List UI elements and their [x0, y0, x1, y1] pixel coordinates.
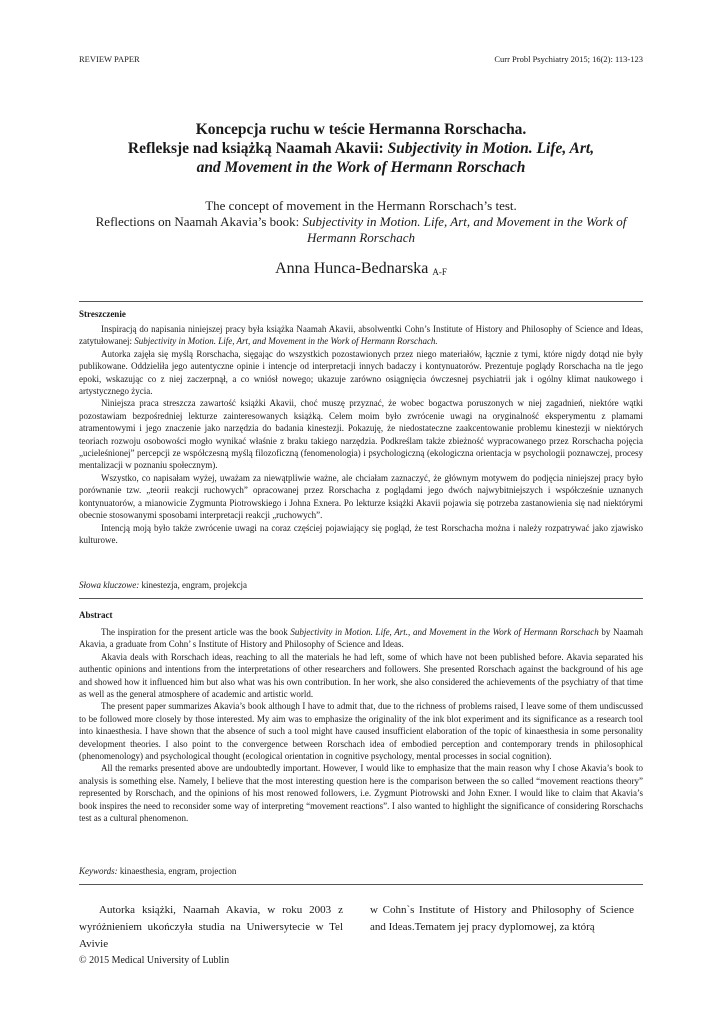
divider-bottom: [79, 884, 643, 885]
title-polish: [79, 120, 643, 177]
body-column-left: [79, 902, 343, 953]
keywords-pl-value: kinestezja, engram, projekcja: [139, 580, 247, 590]
title-pl-line2-prefix: Refleksje nad książką Naamah Akavii:: [127, 140, 388, 157]
abstract-p1-book-title: Subjectivity in Motion. Life, Art., and Movement in the Work of Hermann Rorschach: [290, 627, 599, 637]
title-en-line2: [79, 214, 643, 230]
author-line: [79, 260, 643, 278]
column-right-text: w Cohn`s Institute of History and Philosophy of Science and Ideas.Tematem jej pracy dyplomowej, za którą: [370, 904, 634, 933]
title-en-line1: The concept of movement in the Hermann Rorschach’s test.: [205, 198, 517, 213]
streszczenie-paragraph: Autorka zajęła się myślą Rorschacha, sięgając do wszystkich pozostawionych przez niego materiałów, łącznie z tymi, które nigdy dotąd nie były publikowane. Oddzieliła jego autentyczne opinie i intencje od interpretacji innych badaczy i kontynuatorów. Prezentuje poglądy Rorschacha na tle jego epoki, wskazując co z niej zaczerpnął, a co wniósł nowego; ukazuje zarówno osiągnięcia ówczesnej psychiatrii jak i ogólny klimat naukowego i artystycznego życia.: [79, 348, 643, 397]
abstract-paragraph: The present paper summarizes Akavia’s book although I have to admit that, due to the richness of problems raised, I leave some of them undiscussed to be followed more closely by those interested. My aim was to emphasize the originality of the ink blot experiment and its significance as a research tool into kinaesthesia. I have shown that the absence of such a tool might have caused insufficient elaboration of the topic of kinaesthesia in some personality development theories. I also point to the convergence between Rorschach idea of embodied perception and contemporary trends in philosophical (phenomenology) and psychological thought (ecological orientation in cognitive psychology, mental processes in social cognition).: [79, 701, 643, 762]
title-pl-line1: Koncepcja ruchu w teście Hermanna Rorschacha.: [195, 121, 527, 138]
title-pl-line2-italic: Subjectivity in Motion. Life, Art,: [387, 140, 595, 157]
journal-citation: Curr Probl Psychiatry 2015; 16(2): 113-123: [494, 54, 643, 64]
divider-top: [79, 301, 643, 302]
body-column-right: [370, 902, 634, 936]
author-contribution: A-F: [432, 267, 447, 277]
column-left-text: Autorka książki, Naamah Akavia, w roku 2003 z wyróżnieniem ukończyła studia na Uniwersytecie w Tel Avivie: [79, 904, 343, 950]
title-pl-line3-italic: and Movement in the Work of Hermann Rorschach: [196, 159, 526, 176]
abstract-paragraph: Akavia deals with Rorschach ideas, reaching to all the materials he had left, some of which have not been published before. Akavia separated his authentic opinions and intentions from the interpretations of other researchers and followers. She presented Rorschach against the background of his age and showed how it influenced him but also what was his own contribution. In her work, she also considered the achievements of the psychiatry of that time as well as the general atmosphere of academic and artistic world.: [79, 651, 643, 700]
title-en-line3-italic: Hermann Rorschach: [307, 230, 415, 245]
streszczenie-heading: Streszczenie: [79, 309, 126, 319]
abstract-p1-text: The inspiration for the present article was the book: [101, 627, 291, 637]
streszczenie-p1-text: Inspiracją do napisania niniejszej pracy była książka Naamah Akavii, absolwentki Cohn’s Institute of History and Philosophy of Science and Ideas, zatytułowanej:: [79, 324, 643, 347]
title-pl-line2: [79, 139, 643, 158]
title-en-line2-prefix: Reflections on Naamah Akavia’s book:: [95, 214, 303, 229]
keywords-en-value: kinaesthesia, engram, projection: [117, 866, 237, 876]
streszczenie-paragraph: Intencją moją było także zwrócenie uwagi na coraz częściej pojawiający się pogląd, że test Rorschacha można i należy rozpatrywać jako zjawisko kulturowe.: [79, 522, 643, 545]
title-pl-line3: [79, 158, 643, 177]
title-english: [79, 198, 643, 246]
author-name: Anna Hunca-Bednarska: [275, 260, 429, 277]
abstract-paragraph: All the remarks presented above are undoubtedly important. However, I would like to emphasize that the main reason why I chose Akavia’s book to analysis is something else. Namely, I believe that the most interesting question here is the comparison between the so called “movement reactions theory” represented by Rorschach, and the opinions of his most renowed followers, i.e. Zygmunt Piotrowski and John Exner. I would like to claim that Akavia’s book inspires the need to reconsider some way of interpreting “movement reactions”. I also wanted to highlight the significance of considering Rorschachs test as a cultural phenomenon.: [79, 763, 643, 824]
streszczenie-paragraph: Wszystko, co napisałam wyżej, uważam za niewątpliwie ważne, ale chciałam zaznaczyć, że głównym motywem do podjęcia niniejszej pracy było porównanie tzw. „teorii reakcji ruchowych” opracowanej przez Rorschacha z poglądami jego dwóch najwybitniejszych i współcześnie uznanych kontynuatorów, a mianowicie Zygmunta Piotrowskiego i Johna Exnera. Po lekturze książki Akavii pojawia się potrzeba zastanowienia się nad niektórymi obecnie stosowanymi sposobami interpretacji reakcji „ruchowych”.: [79, 472, 643, 521]
abstract-body: [79, 626, 643, 825]
divider-middle: [79, 598, 643, 599]
streszczenie-p1-book-title: Subjectivity in Motion. Life, Art, and Movement in the Work of Hermann Rorschach.: [134, 336, 438, 347]
keywords-polish: [79, 580, 247, 590]
copyright-footer: © 2015 Medical University of Lublin: [79, 955, 230, 966]
article-type: REVIEW PAPER: [79, 54, 140, 64]
keywords-en-label: Keywords:: [79, 866, 118, 876]
streszczenie-paragraph: [79, 323, 643, 348]
keywords-english: [79, 866, 236, 876]
keywords-pl-label: Słowa kluczowe:: [79, 580, 140, 590]
streszczenie-body: [79, 323, 643, 546]
running-header: [79, 54, 643, 68]
abstract-paragraph: [79, 626, 643, 651]
title-en-line3: [79, 230, 643, 246]
abstract-p1-text-end: by Naamah Akavia, a graduate from Cohn’ s Institute of History and Philosophy of Science and Ideas.: [79, 627, 644, 650]
title-en-line2-italic: Subjectivity in Motion. Life, Art, and Movement in the Work of: [302, 214, 627, 229]
streszczenie-paragraph: Niniejsza praca streszcza zawartość książki Akavii, choć muszę przyznać, że wobec bogactwa poruszonych w niej zagadnień, niektóre wątki pozostawiam bezpośredniej lekturze zainteresowanych książką. Celem moim było zwrócenie uwagi na oryginalność eksperymentu z plamami atramentowymi i jego znaczenie jako narzędzia do badania kinestezji. Pokazuję, że niedostateczne zaakcentowanie problemu kinestezji w niektórych teoriach rozwoju osobowości mogło wynikać właśnie z braku takiego narzędzia. Podkreślam także zbieżność wypracowanego przez Rorschacha pojęcia „ucieleśnionej” percepcji ze współczesną myślą filozoficzną (fenomenologia) i psychologiczną (ekologiczna orientacja w psychologii poznawczej, procesy mentalizacji w poznaniu społecznym).: [79, 398, 643, 471]
abstract-heading: Abstract: [79, 610, 113, 620]
